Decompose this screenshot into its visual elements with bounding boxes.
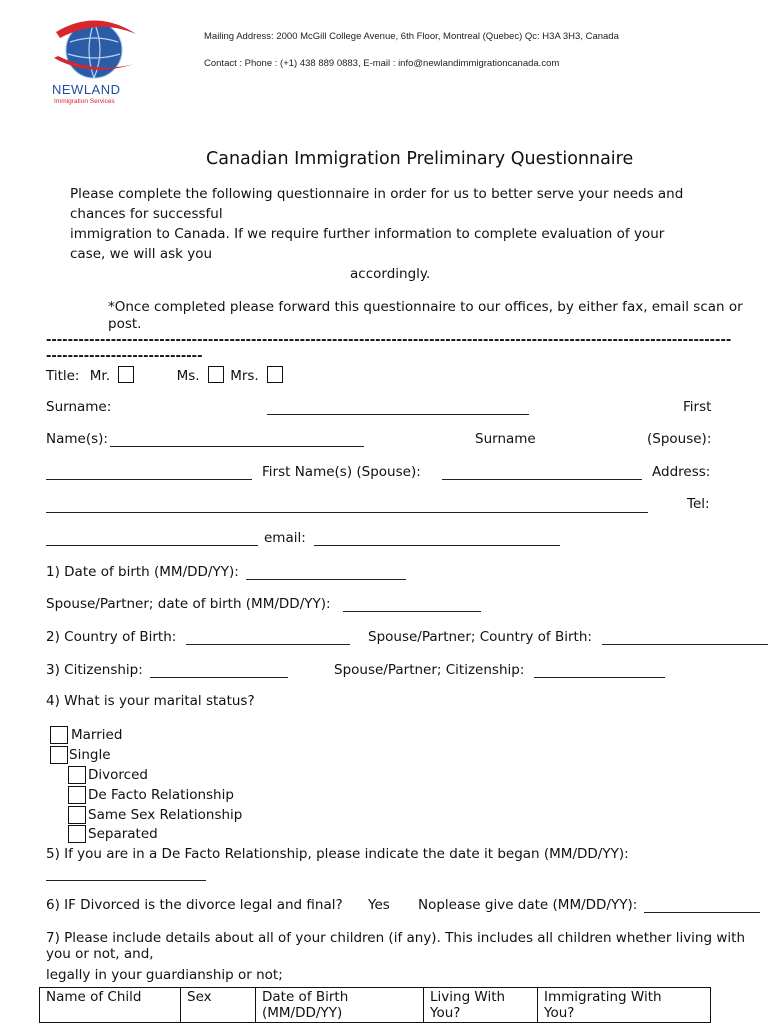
address-input[interactable] (46, 512, 648, 513)
tel-label: Tel: (687, 496, 710, 512)
q3-spouse-citizenship-label: Spouse/Partner; Citizenship: (334, 662, 525, 678)
children-table-header (40, 988, 711, 1023)
separator-dashes-2: ----------------------------- (46, 349, 203, 364)
q2-spouse-country-label: Spouse/Partner; Country of Birth: (368, 629, 592, 645)
married-label: Married (71, 727, 123, 743)
q5-defacto-input[interactable] (46, 880, 206, 881)
col-sex: Sex (181, 988, 256, 1023)
q4-marital-label: 4) What is your marital status? (46, 693, 255, 709)
divorced-checkbox[interactable] (68, 766, 86, 784)
first-label: First (683, 399, 712, 415)
q2-spouse-country-input[interactable] (602, 644, 768, 645)
married-checkbox[interactable] (50, 726, 68, 744)
intro-line-5: accordingly. (350, 266, 431, 282)
q6-no-option[interactable]: Noplease give date (MM/DD/YY): (418, 897, 638, 913)
intro-line-3: immigration to Canada. If we require further information to complete evaluation of your (70, 226, 665, 242)
intro-line-4: case, we will ask you (70, 246, 213, 262)
q7-children-label-2: you or not, and, (46, 946, 154, 962)
title-ms-checkbox[interactable] (208, 366, 224, 383)
surname-input[interactable] (267, 414, 529, 415)
same-sex-label: Same Sex Relationship (88, 807, 243, 823)
q6-divorce-label: 6) IF Divorced is the divorce legal and final? (46, 897, 343, 913)
same-sex-checkbox[interactable] (68, 806, 86, 824)
globe-logo-icon (50, 12, 142, 84)
first-names-spouse-label: First Name(s) (Spouse): (262, 464, 421, 480)
q2-country-input[interactable] (186, 644, 350, 645)
q1-dob-input[interactable] (246, 579, 406, 580)
tel-input[interactable] (46, 545, 258, 546)
note-line-2: post. (108, 316, 142, 332)
intro-line-2: chances for successful (70, 206, 223, 222)
title-mr-checkbox[interactable] (118, 366, 134, 383)
intro-line-1: Please complete the following questionnaire in order for us to better serve your needs and (70, 186, 684, 202)
names-label: Name(s): (46, 431, 108, 447)
divorced-label: Divorced (88, 767, 148, 783)
q3-citizenship-label: 3) Citizenship: (46, 662, 143, 678)
q3-spouse-citizenship-input[interactable] (534, 677, 665, 678)
q3-citizenship-input[interactable] (150, 677, 288, 678)
title-mrs-label: Mrs. (230, 368, 259, 384)
separated-label: Separated (88, 826, 158, 842)
page-title: Canadian Immigration Preliminary Questionnaire (206, 149, 634, 169)
q6-divorce-date-input[interactable] (644, 912, 760, 913)
title-label: Title: (46, 368, 80, 384)
col-date-of-birth: Date of Birth (MM/DD/YY) (256, 988, 424, 1023)
q2-country-label: 2) Country of Birth: (46, 629, 177, 645)
q1-spouse-dob-input[interactable] (343, 611, 481, 612)
q7-children-label: 7) Please include details about all of your children (if any). This includes all children whether living with (46, 930, 745, 946)
logo-brand: NEWLAND (52, 82, 121, 97)
single-label: Single (69, 747, 111, 763)
first-names-input[interactable] (110, 446, 364, 447)
title-mr-label: Mr. (89, 368, 111, 384)
children-table (39, 987, 711, 1023)
q6-yes-option[interactable]: Yes (368, 897, 390, 913)
spouse-first-names-input[interactable] (442, 479, 642, 480)
q1-dob-label: 1) Date of birth (MM/DD/YY): (46, 564, 239, 580)
logo-tagline: Immigration Services (54, 98, 115, 105)
email-label: email: (264, 530, 306, 546)
company-logo (50, 12, 142, 106)
title-ms-label: Ms. (176, 368, 200, 384)
q5-defacto-label: 5) If you are in a De Facto Relationship, please indicate the date it began (MM/DD/YY): (46, 846, 629, 862)
col-immigrating-with-you: Immigrating With You? (538, 988, 711, 1023)
surname-label: Surname: (46, 399, 112, 415)
spouse-surname-input[interactable] (46, 479, 252, 480)
separated-checkbox[interactable] (68, 825, 86, 843)
separator-dashes: ------------------------------------------------------------------------------------------------------------------------------- (46, 333, 732, 348)
col-name-of-child: Name of Child (40, 988, 181, 1023)
single-checkbox[interactable] (50, 746, 68, 764)
title-mrs-checkbox[interactable] (267, 366, 283, 383)
spouse-label: (Spouse): (647, 431, 712, 447)
de-facto-checkbox[interactable] (68, 786, 86, 804)
mailing-address: Mailing Address: 2000 McGill College Avenue, 6th Floor, Montreal (Quebec) Qc: H3A 3H3, Canada (204, 31, 619, 42)
q7-children-label-3: legally in your guardianship or not; (46, 967, 283, 983)
de-facto-label: De Facto Relationship (88, 787, 234, 803)
contact-info: Contact : Phone : (+1) 438 889 0883, E-mail : info@newlandimmigrationcanada.com (204, 58, 560, 69)
surname-spouse-label: Surname (475, 431, 536, 447)
email-input[interactable] (314, 545, 560, 546)
title-row (46, 366, 283, 384)
note-line-1: *Once completed please forward this questionnaire to our offices, by either fax, email scan or (108, 299, 743, 315)
address-label: Address: (652, 464, 711, 480)
col-living-with-you: Living With You? (424, 988, 538, 1023)
q1-spouse-dob-label: Spouse/Partner; date of birth (MM/DD/YY): (46, 596, 331, 612)
